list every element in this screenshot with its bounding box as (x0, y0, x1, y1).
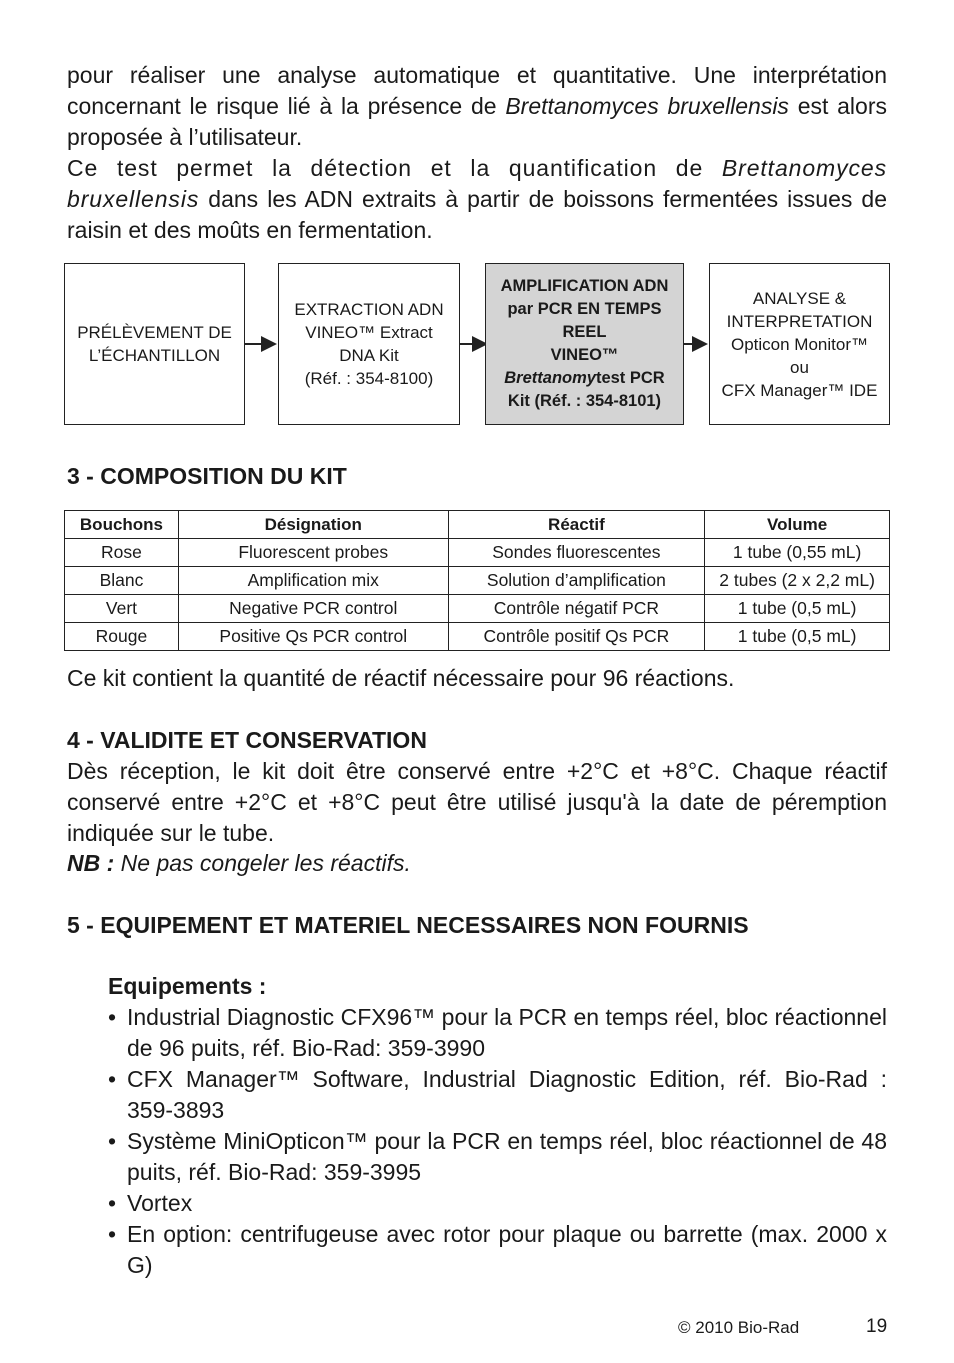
table-cell: 1 tube (0,5 mL) (705, 595, 890, 623)
table-header-cell: Volume (705, 511, 890, 539)
table-header-row (65, 511, 890, 539)
flow-arrow-1 (245, 343, 275, 345)
copyright: © 2010 Bio-Rad (678, 1318, 800, 1337)
table-cell: Rouge (65, 623, 179, 651)
storage-text: Dès réception, le kit doit être conservé entre +2°C et +8°C. Chaque réactif conservé entre +2°C et +8°C peut être utilisé jusqu'à la date de péremption indiquée sur le tube. (67, 758, 887, 846)
table-cell: 2 tubes (2 x 2,2 mL) (705, 567, 890, 595)
flow-step-extraction: EXTRACTION ADN VINEO™ Extract DNA Kit (Réf. : 354-8100) (278, 263, 460, 425)
intro-paragraph-2: Ce test permet la détection et la quantification de Brettanomyces bruxellensis dans les ADN extraits à partir de boissons fermentées issues de raisin et des moûts en fermentation. (67, 155, 887, 243)
flow-arrow-2 (460, 343, 486, 345)
list-item: • Industrial Diagnostic CFX96™ pour la PCR en temps réel, bloc réactionnel de 96 puits, réf. Bio-Rad: 359-3990 (108, 1002, 887, 1064)
nb-note: NB : Ne pas congeler les réactifs. (67, 850, 411, 876)
composition-table (64, 510, 890, 651)
list-item: • Système MiniOpticon™ pour la PCR en temps réel, bloc réactionnel de 48 puits, réf. Bio-Rad: 359-3995 (108, 1126, 887, 1188)
flow-step-sampling: PRÉLÈVEMENT DE L’ÉCHANTILLON (64, 263, 245, 425)
equipment-subtitle: Equipements : (108, 973, 267, 999)
list-item: • Vortex (108, 1188, 887, 1219)
table-row (65, 567, 890, 595)
table-header-cell: Bouchons (65, 511, 179, 539)
flow-step-amplification: AMPLIFICATION ADN par PCR EN TEMPS REEL VINEO™ Brettanomytest PCR Kit (Réf. : 354-8101) (485, 263, 684, 425)
page-number: 19 (866, 1316, 888, 1337)
table-cell: Vert (65, 595, 179, 623)
table-header-cell: Désignation (178, 511, 448, 539)
table-cell: 1 tube (0,5 mL) (705, 623, 890, 651)
table-cell: Sondes fluorescentes (448, 539, 705, 567)
table-cell: Negative PCR control (178, 595, 448, 623)
process-flow-diagram (64, 263, 890, 427)
section-3-title: 3 - COMPOSITION DU KIT (67, 463, 347, 489)
table-row (65, 595, 890, 623)
intro-text (67, 60, 887, 246)
composition-table-wrapper (64, 510, 890, 651)
table-header-cell: Réactif (448, 511, 705, 539)
table-row (65, 539, 890, 567)
flow-arrow-3 (684, 343, 706, 345)
kit-reaction-note: Ce kit contient la quantité de réactif nécessaire pour 96 réactions. (67, 665, 735, 691)
table-cell: Contrôle négatif PCR (448, 595, 705, 623)
table-cell: Amplification mix (178, 567, 448, 595)
equipment-list (108, 1002, 887, 1281)
table-cell: Contrôle positif Qs PCR (448, 623, 705, 651)
section-4-title: 4 - VALIDITE ET CONSERVATION (67, 727, 427, 753)
table-cell: Solution d’amplification (448, 567, 705, 595)
flow-step-analysis: ANALYSE & INTERPRETATION Opticon Monitor™ ou CFX Manager™ IDE (709, 263, 890, 425)
list-item: • En option: centrifugeuse avec rotor pour plaque ou barrette (max. 2000 x G) (108, 1219, 887, 1281)
list-item: • CFX Manager™ Software, Industrial Diagnostic Edition, réf. Bio-Rad : 359-3893 (108, 1064, 887, 1126)
table-cell: Fluorescent probes (178, 539, 448, 567)
table-cell: Positive Qs PCR control (178, 623, 448, 651)
intro-paragraph-1: pour réaliser une analyse automatique et quantitative. Une interprétation concernant le risque lié à la présence de Brettanomyces bruxellensis est alors proposée à l’utilisateur. (67, 62, 887, 150)
table-cell: 1 tube (0,55 mL) (705, 539, 890, 567)
section-5-title: 5 - EQUIPEMENT ET MATERIEL NECESSAIRES NON FOURNIS (67, 912, 749, 938)
table-cell: Rose (65, 539, 179, 567)
table-cell: Blanc (65, 567, 179, 595)
table-row (65, 623, 890, 651)
